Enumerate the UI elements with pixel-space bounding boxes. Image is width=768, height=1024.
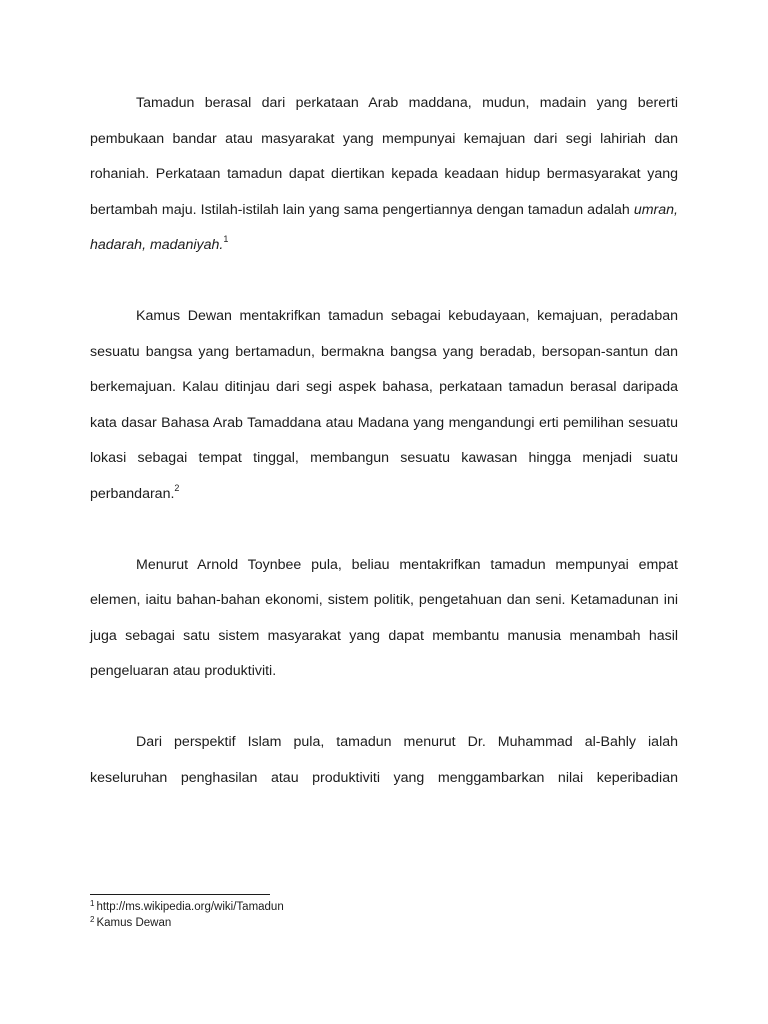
footnote-ref-2[interactable]: 2 — [174, 482, 180, 493]
footnotes — [90, 899, 678, 931]
paragraph-text: Dari perspektif Islam pula, tamadun menurut Dr. Muhammad al-Bahly ialah keseluruhan penghasilan atau produktiviti yang menggambarkan nilai keperibadian — [90, 734, 678, 786]
paragraph-tamadun-origin — [90, 86, 678, 264]
footnote-separator — [90, 894, 270, 895]
paragraph-kamus-dewan — [90, 299, 678, 512]
footnote-1 — [90, 899, 678, 915]
paragraph-text: Tamadun berasal dari perkataan Arab maddana, mudun, madain yang bererti pembukaan bandar atau masyarakat yang mempunyai kemajuan dari segi lahiriah dan rohaniah. Perkataan tamadun dapat diertikan kepada keadaan hidup bermasyarakat yang bertambah maju. Istilah-istilah lain yang sama pengertiannya dengan tamadun adalah — [90, 95, 678, 218]
footnote-number: 2 — [90, 915, 95, 924]
footnote-2 — [90, 915, 678, 931]
paragraph-end: . — [219, 237, 224, 253]
paragraph-text: Menurut Arnold Toynbee pula, beliau mentakrifkan tamadun mempunyai empat elemen, iaitu bahan-bahan ekonomi, sistem politik, pengetahuan dan seni. Ketamadunan ini juga sebagai satu sistem masyarakat yang dapat membantu manusia menambah hasil pengeluaran atau produktiviti. — [90, 556, 678, 679]
footnote-text: Kamus Dewan — [96, 917, 172, 929]
body-text — [90, 86, 678, 796]
footnote-link[interactable]: http://ms.wikipedia.org/wiki/Tamadun — [96, 901, 284, 913]
footnote-ref-1[interactable]: 1 — [223, 234, 229, 244]
paragraph-arnold-toynbee — [90, 548, 678, 690]
italic-terms: umran, hadarah, madaniyah — [90, 201, 678, 253]
footnote-number: 1 — [90, 899, 95, 908]
paragraph-text: Kamus Dewan mentakrifkan tamadun sebagai kebudayaan, kemajuan, peradaban sesuatu bangsa yang bertamadun, bermakna bangsa yang beradab, bersopan-santun dan berkemajuan. Kalau ditinjau dari segi aspek bahasa, perkataan tamadun berasal daripada kata dasar Bahasa Arab Tamaddana atau Madana yang mengandungi erti pemilihan sesuatu lokasi sebagai tempat tinggal, membangun sesuatu kawasan hingga menjadi suatu perbandaran. — [90, 308, 678, 502]
paragraph-islam-perspective — [90, 725, 678, 796]
